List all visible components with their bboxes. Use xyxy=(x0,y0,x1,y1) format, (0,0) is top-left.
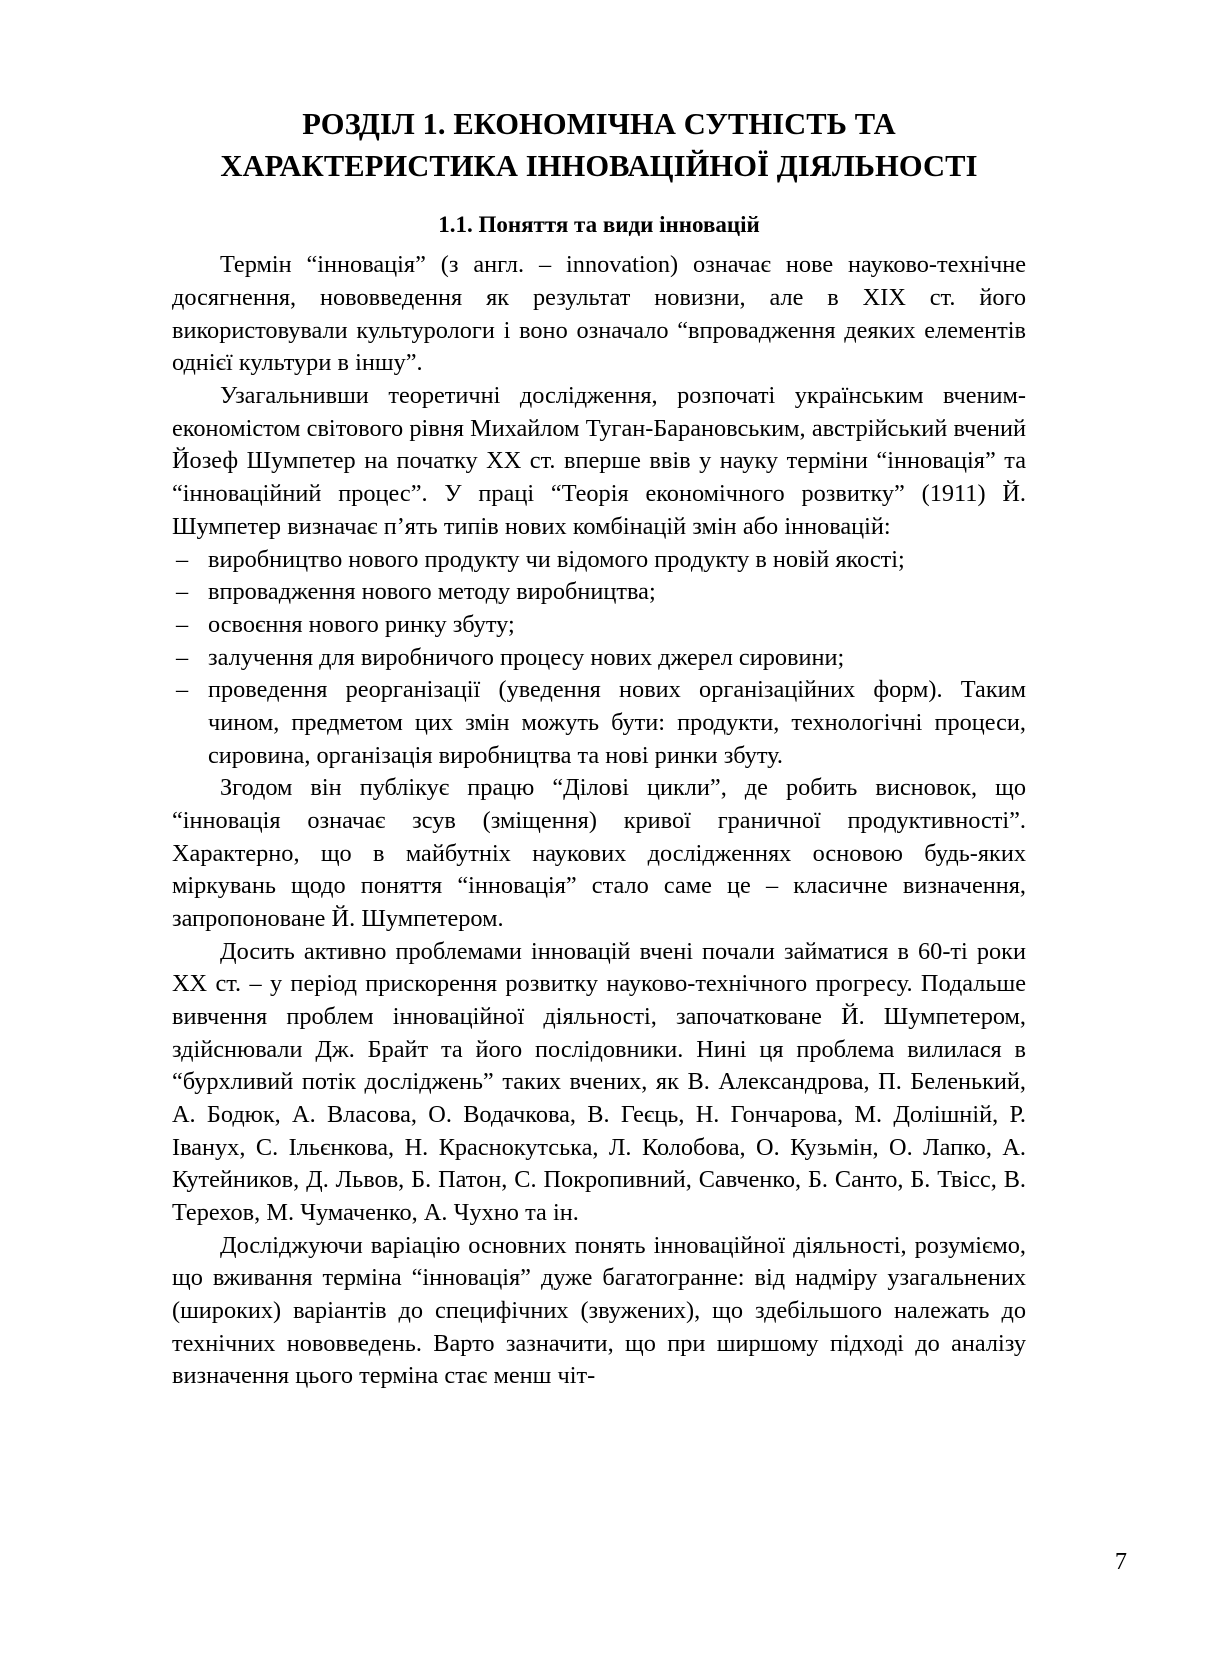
list-item xyxy=(172,609,1026,642)
paragraph-4: Досить активно проблемами інновацій вчені почали займатися в 60-ті роки XX ст. – у період прискорення розвитку науково-технічного прогресу. Подальше вивчення проблем інноваційної діяльності, започатковане Й. Шумпетером, здійснювали Дж. Брайт та його послідовники. Нині ця проблема вилилася в “бурхливий потік досліджень” таких вчених, як В. Александрова, П. Беленький, А. Бодюк, А. Власова, О. Водачкова, В. Геєць, Н. Гончарова, М. Долішній, Р. Іванух, С. Ільєнкова, Н. Краснокутська, Л. Колобова, О. Кузьмін, О. Лапко, А. Кутейников, Д. Львов, Б. Патон, С. Покропивний, Савченко, Б. Санто, Б. Твісс, В. Терехов, М. Чумаченко, А. Чухно та ін. xyxy=(172,937,1026,1226)
list-marker-icon: – xyxy=(176,610,189,638)
list-item xyxy=(172,576,1026,609)
innovation-types-list xyxy=(172,544,1026,773)
chapter-title-line-1: РОЗДІЛ 1. ЕКОНОМІЧНА СУТНІСТЬ ТА xyxy=(302,107,896,141)
chapter-title xyxy=(172,104,1026,188)
list-item-text: залучення для виробничого процесу нових джерел сировини; xyxy=(208,643,845,671)
list-marker-icon: – xyxy=(176,676,189,704)
list-item-text: впровадження нового методу виробництва; xyxy=(208,578,656,606)
list-marker-icon: – xyxy=(176,545,189,573)
page-content xyxy=(172,104,1026,1393)
section-title: 1.1. Поняття та види інновацій xyxy=(438,211,760,237)
list-item xyxy=(172,642,1026,675)
paragraph-1: Термін “інновація” (з англ. – innovation) означає нове науково-технічне досягнення, нововведення як результат новизни, але в XIX ст. його використовували культурологи і воно означало “впровадження деяких елементів однієї культури в іншу”. xyxy=(172,251,1026,377)
list-item xyxy=(172,674,1026,772)
paragraph-5: Досліджуючи варіацію основних понять інноваційної діяльності, розуміємо, що вживання терміна “інновація” дуже багатогранне: від надміру узагальнених (широких) варіантів до специфічних (звужених), що здебільшого належать до технічних нововведень. Варто зазначити, що при ширшому підході до аналізу визначення цього терміна стає менш чіт- xyxy=(172,1231,1026,1390)
list-item-text: проведення реорганізації (уведення нових організаційних форм). Таким чином, предметом цих змін можуть бути: продукти, технологічні процеси, сировина, організація виробництва та нові ринки збуту. xyxy=(208,676,1026,769)
list-marker-icon: – xyxy=(176,578,189,606)
list-item xyxy=(172,544,1026,577)
list-item-text: виробництво нового продукту чи відомого продукту в новій якості; xyxy=(208,545,905,573)
paragraph-2: Узагальнивши теоретичні дослідження, розпочаті українським вченим-економістом світового рівня Михайлом Туган-Барановським, австрійський вчений Йозеф Шумпетер на початку XX ст. вперше ввів у науку терміни “інновація” та “інноваційний процес”. У праці “Теорія економічного розвитку” (1911) Й. Шумпетер визначає п’ять типів нових комбінацій змін або інновацій: xyxy=(172,382,1026,540)
list-item-text: освоєння нового ринку збуту; xyxy=(208,610,515,638)
list-marker-icon: – xyxy=(176,643,189,671)
chapter-title-line-2: ХАРАКТЕРИСТИКА ІННОВАЦІЙНОЇ ДІЯЛЬНОСТІ xyxy=(220,148,978,183)
page-number: 7 xyxy=(1114,1547,1127,1575)
paragraph-3: Згодом він публікує працю “Ділові цикли”, де робить висновок, що “інновація означає зсув (зміщення) кривої граничної продуктивності”. Характерно, що в майбутніх наукових дослідженнях основою будь-яких міркувань щодо поняття “інновація” стало саме це – класичне визначення, запропоноване Й. Шумпетером. xyxy=(172,774,1026,932)
